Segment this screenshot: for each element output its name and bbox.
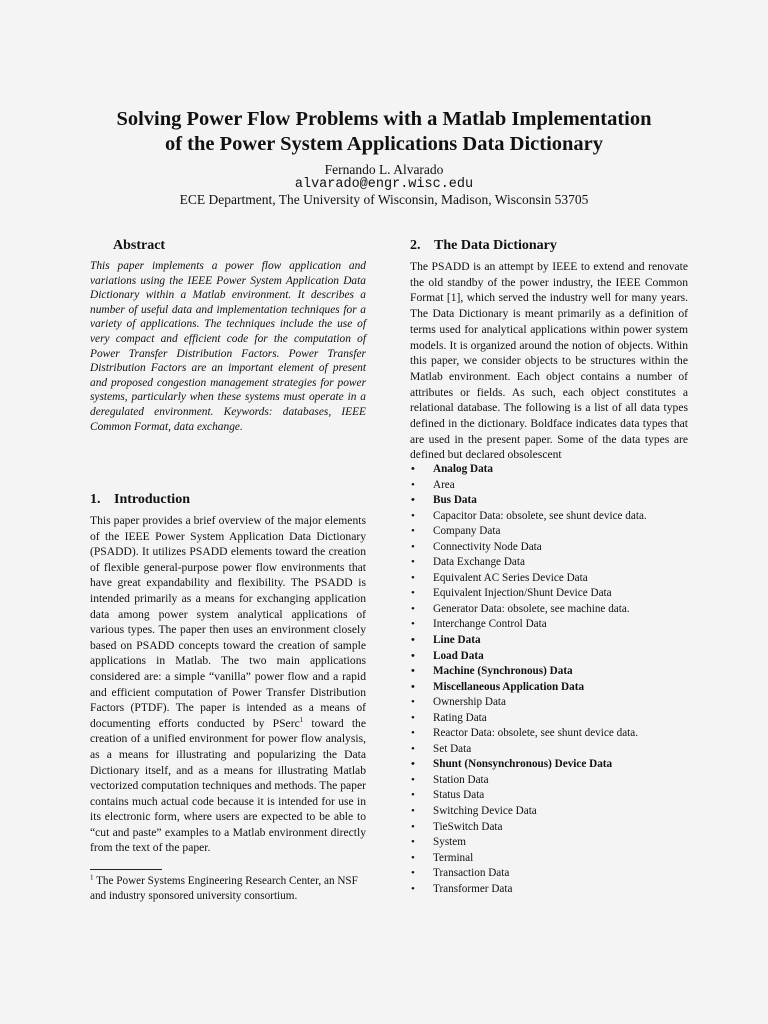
list-item <box>410 478 690 494</box>
bullet-icon: • <box>411 680 415 693</box>
list-item <box>410 680 690 696</box>
author-name: Fernando L. Alvarado <box>324 162 444 177</box>
bullet-icon: • <box>411 711 415 724</box>
list-item <box>410 555 690 571</box>
list-item-label: Area <box>433 478 455 491</box>
list-item <box>410 866 690 882</box>
list-item <box>410 493 690 509</box>
list-item <box>410 540 690 556</box>
list-item <box>410 711 690 727</box>
list-item <box>410 695 690 711</box>
bullet-icon: • <box>411 727 415 740</box>
list-item-label: Equivalent AC Series Device Data <box>433 571 588 584</box>
bullet-icon: • <box>411 789 415 802</box>
list-item-label: System <box>433 836 466 849</box>
list-item <box>410 757 690 773</box>
list-item <box>410 462 690 478</box>
list-item-label: Reactor Data: obsolete, see shunt device data. <box>433 727 639 740</box>
list-item <box>410 804 690 820</box>
list-item-label: Generator Data: obsolete, see machine data. <box>433 602 630 615</box>
list-item <box>410 788 690 804</box>
paper-title <box>40 107 728 157</box>
list-item-label: Capacitor Data: obsolete, see shunt device data. <box>433 509 647 522</box>
section-title: The Data Dictionary <box>434 238 557 253</box>
footnote-divider <box>90 869 162 870</box>
footnote <box>90 874 366 904</box>
bullet-icon: • <box>411 882 415 895</box>
list-item <box>410 649 690 665</box>
list-item-label: Status Data <box>433 789 485 802</box>
abstract-text: This paper implements a power flow application and variations using the IEEE Power System Application Data Dictionary within a Matlab environment. It describes a number of useful data and implementation techniques for a variety of applications. The techniques include the use of very compact and efficient code for the computation of Power Transfer Distribution Factors. Power Transfer Distribution Factors are an important element of present and proposed congestion management strategies for power systems, particularly when these systems must operate in a deregulated environment. Keywords: databases, IEEE Common Format, data exchange. <box>90 260 366 433</box>
list-item-label: Machine (Synchronous) Data <box>433 665 573 678</box>
list-item-label: Bus Data <box>433 494 477 507</box>
list-item-label: TieSwitch Data <box>433 820 503 833</box>
footnote-number: 1 <box>90 873 94 882</box>
bullet-icon: • <box>411 742 415 755</box>
bullet-icon: • <box>411 649 415 662</box>
bullet-icon: • <box>411 494 415 507</box>
bullet-icon: • <box>411 805 415 818</box>
list-item <box>410 509 690 525</box>
list-item <box>410 617 690 633</box>
introduction-text <box>90 513 366 856</box>
list-item-label: Transformer Data <box>433 882 513 895</box>
bullet-icon: • <box>411 602 415 615</box>
data-dictionary-text: The PSADD is an attempt by IEEE to extend and renovate the old standby of the power industry, the IEEE Common Format [1], which served the industry well for many years. The Data Dictionary is meant primarily as a definition of terms used for analytical applications within power system models. It is organized around the notion of objects. Within this paper, we consider objects to be structures within the Matlab environment. Each object contains a number of attributes or fields. As such, each object constitutes a relational database. The following is a list of all data types defined in the dictionary. Boldface indicates data types that are used in the present paper. Some of the data types are defined but declared obsolescent <box>410 260 688 462</box>
list-item-label: Equivalent Injection/Shunt Device Data <box>433 587 612 600</box>
list-item-label: Line Data <box>433 634 481 647</box>
section-number: 2. <box>410 238 421 253</box>
list-item-label: Connectivity Node Data <box>433 540 542 553</box>
bullet-icon: • <box>411 758 415 771</box>
list-item <box>410 602 690 618</box>
list-item <box>410 726 690 742</box>
bullet-icon: • <box>411 540 415 553</box>
section-title: Introduction <box>114 492 190 507</box>
list-item <box>410 820 690 836</box>
list-item <box>410 773 690 789</box>
bullet-icon: • <box>411 867 415 880</box>
data-type-list <box>410 462 690 897</box>
footnote-mark: 1 <box>299 715 304 724</box>
bullet-icon: • <box>411 836 415 849</box>
intro-text-part-2: toward the creation of a unified environment for power flow analysis, as a means for illustrating and popularizing the Data Dictionary itself, and as a means for illustrating Matlab vectorized computation techniques and methods. The paper contains much actual code because it is intended for use in its electronic form, where users are expected to be able to “cut and paste” examples to a Matlab environment directly from the text of the paper. <box>90 716 366 855</box>
title-line-1: Solving Power Flow Problems with a Matlab Implementation <box>116 108 652 130</box>
list-item <box>410 664 690 680</box>
bullet-icon: • <box>411 634 415 647</box>
list-item <box>410 524 690 540</box>
footnote-text: The Power Systems Engineering Research Center, an NSF and industry sponsored university consortium. <box>90 875 358 902</box>
bullet-icon: • <box>411 556 415 569</box>
list-item-label: Transaction Data <box>433 867 510 880</box>
list-item-label: Data Exchange Data <box>433 556 525 569</box>
bullet-icon: • <box>411 696 415 709</box>
list-item-label: Miscellaneous Application Data <box>433 680 585 693</box>
bullet-icon: • <box>411 478 415 491</box>
list-item <box>410 586 690 602</box>
bullet-icon: • <box>411 820 415 833</box>
list-item-label: Analog Data <box>433 463 493 475</box>
list-item <box>410 851 690 867</box>
data-dictionary-heading <box>410 238 557 254</box>
list-item-label: Station Data <box>433 773 489 786</box>
bullet-icon: • <box>411 851 415 864</box>
introduction-heading <box>90 492 190 508</box>
list-item-label: Load Data <box>433 649 484 662</box>
bullet-icon: • <box>411 463 415 475</box>
author-affiliation: ECE Department, The University of Wisconsin, Madison, Wisconsin 53705 <box>179 192 589 207</box>
section-number: 1. <box>90 492 101 507</box>
bullet-icon: • <box>411 525 415 538</box>
list-item-label: Set Data <box>433 742 472 755</box>
list-item <box>410 835 690 851</box>
list-item-label: Shunt (Nonsynchronous) Device Data <box>433 758 613 771</box>
bullet-icon: • <box>411 509 415 522</box>
list-item <box>410 742 690 758</box>
list-item-label: Company Data <box>433 525 501 538</box>
author-email: alvarado@engr.wisc.edu <box>294 177 474 192</box>
list-item <box>410 882 690 898</box>
title-line-2: of the Power System Applications Data Dictionary <box>164 133 604 155</box>
intro-text-part-1: This paper provides a brief overview of the major elements of the IEEE Power System Application Data Dictionary (PSADD). It utilizes PSADD elements toward the creation of flexible general-purpose power flow environments that have great expandability and flexibility. The PSADD is intended primarily as a means for exchanging application data among power system analytical applications of various types. The paper then uses an environment closely based on PSADD concepts toward the creation of sample applications in Matlab. The two main applications considered are: a simple “vanilla” power flow and a rapid and efficient computation of Power Transfer Distribution Factors (PTDF). The paper is intended as a means of documenting efforts conducted by PSerc <box>90 514 366 730</box>
list-item-label: Interchange Control Data <box>433 618 547 631</box>
list-item-label: Terminal <box>433 851 474 864</box>
list-item-label: Ownership Data <box>433 696 507 709</box>
bullet-icon: • <box>411 587 415 600</box>
bullet-icon: • <box>411 665 415 678</box>
bullet-icon: • <box>411 571 415 584</box>
bullet-icon: • <box>411 773 415 786</box>
list-item-label: Switching Device Data <box>433 805 537 818</box>
abstract-heading: Abstract <box>113 238 166 253</box>
bullet-icon: • <box>411 618 415 631</box>
list-item <box>410 571 690 587</box>
list-item <box>410 633 690 649</box>
list-item-label: Rating Data <box>433 711 487 724</box>
